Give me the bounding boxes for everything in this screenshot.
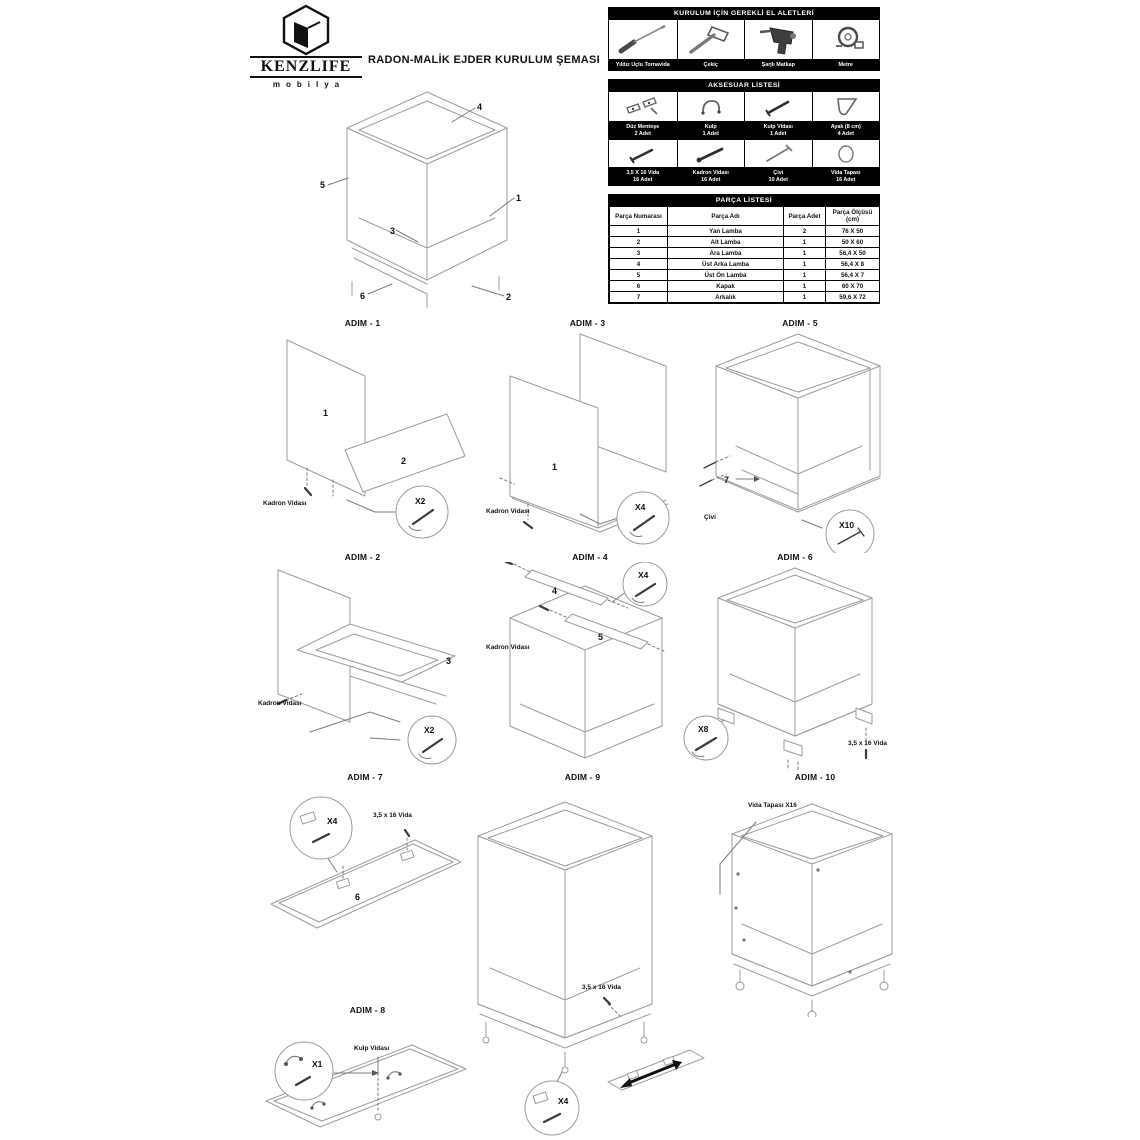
cube-logo-icon xyxy=(278,4,334,56)
tool-label: Çekiç xyxy=(677,60,745,70)
tool-label: Yıldız Uçlu Tornavida xyxy=(609,60,677,70)
step-adim-2 xyxy=(250,552,475,770)
page-title: RADON-MALİK EJDER KURULUM ŞEMASI xyxy=(368,54,601,66)
table-row: 7 Arkalık 1 59,6 X 72 xyxy=(610,292,880,303)
accessory-label: Kulp 1 Adet xyxy=(677,122,745,139)
accessory-label: Kulp Vidası 1 Adet xyxy=(744,122,812,139)
parts-header-row: Parça Numarası Parça Adı Parça Adet Parça Ölçüsü (cm) xyxy=(610,207,880,226)
screw-icon xyxy=(744,92,812,121)
part-number: 7 xyxy=(724,475,730,485)
fastener-label: 3,5 x 16 Vida xyxy=(582,984,621,991)
accessory-label: Vida Tapası 16 Adet xyxy=(812,168,880,185)
table-row: 2 Alt Lamba 1 50 X 60 xyxy=(610,237,880,248)
fastener-label: Kadron Vidası xyxy=(263,500,307,507)
callout-count: X2 xyxy=(415,496,426,506)
step-adim-4 xyxy=(480,552,700,770)
fastener-label: Kadron Vidası xyxy=(486,508,530,515)
part-number: 1 xyxy=(323,408,329,418)
table-row: 5 Üst Ön Lamba 1 56,4 X 7 xyxy=(610,270,880,281)
drill-icon xyxy=(744,20,812,59)
part-number: 6 xyxy=(355,892,361,902)
step-label: ADIM - 8 xyxy=(349,1005,386,1015)
step-adim-1 xyxy=(255,318,470,553)
step-label: ADIM - 2 xyxy=(344,552,381,562)
part-callout: 1 xyxy=(516,193,522,203)
tool-label: Metre xyxy=(812,60,880,70)
callout-count: X10 xyxy=(839,520,855,530)
accessory-label: Düz Menteşe 2 Adet xyxy=(609,122,677,139)
fastener-label: Kadron Vidası xyxy=(258,700,302,707)
callout-count: X4 xyxy=(635,502,646,512)
accessory-label: Ayak (8 cm) 4 Adet xyxy=(812,122,880,139)
accessory-label: Kadron Vidası 16 Adet xyxy=(677,168,745,185)
fastener-label: 3,5 x 16 Vida xyxy=(373,812,412,819)
step-adim-9 xyxy=(460,772,705,1140)
tape-measure-icon xyxy=(812,20,880,59)
leg-icon xyxy=(812,92,880,121)
nail-icon xyxy=(744,140,812,167)
part-number: 3 xyxy=(446,656,452,666)
table-row: 6 Kapak 1 60 X 70 xyxy=(610,281,880,292)
brand-subtitle: mobilya xyxy=(272,80,346,90)
hinge-icon xyxy=(609,92,677,121)
fastener-label: Kulp Vidası xyxy=(354,1045,390,1052)
step-adim-6 xyxy=(680,552,910,770)
accessories-table xyxy=(608,79,880,186)
step-adim-5 xyxy=(690,318,910,553)
step-label: ADIM - 7 xyxy=(347,772,383,782)
part-callout: 4 xyxy=(477,102,483,112)
tools-table xyxy=(608,7,880,71)
callout-count: X4 xyxy=(638,570,649,580)
step-label: ADIM - 6 xyxy=(777,552,813,562)
screw-icon xyxy=(677,140,745,167)
callout-count: X2 xyxy=(424,725,435,735)
table-row: 1 Yan Lamba 2 76 X 50 xyxy=(610,226,880,237)
parts-table xyxy=(608,194,880,304)
part-callout: 3 xyxy=(390,226,396,236)
table-row: 3 Ara Lamba 1 56,4 X 50 xyxy=(610,248,880,259)
accessory-label: 3,5 X 16 Vida 16 Adet xyxy=(609,168,677,185)
step-label: ADIM - 1 xyxy=(344,318,381,328)
callout-count: X8 xyxy=(698,724,709,734)
parts-table-title: PARÇA LİSTESİ xyxy=(609,195,879,206)
fastener-label: Kadron Vidası xyxy=(486,644,530,651)
tools-table-title: KURULUM İÇİN GEREKLİ EL ALETLERİ xyxy=(609,8,879,19)
part-number: 2 xyxy=(401,456,407,466)
part-callout: 2 xyxy=(506,292,512,302)
part-callout: 5 xyxy=(320,180,326,190)
step-adim-10 xyxy=(700,772,930,1017)
step-label: ADIM - 3 xyxy=(569,318,606,328)
step-label: ADIM - 5 xyxy=(782,318,818,328)
handle-icon xyxy=(677,92,745,121)
table-row: 4 Üst Arka Lamba 1 56,4 X 8 xyxy=(610,259,880,270)
fastener-label: Çivi xyxy=(704,514,716,521)
step-label: ADIM - 4 xyxy=(572,552,608,562)
brand-name: KENZLIFE xyxy=(250,56,362,78)
tool-label: Şarjlı Matkap xyxy=(744,60,812,70)
callout-count: X4 xyxy=(327,816,338,826)
part-callout: 6 xyxy=(360,291,366,301)
part-number: 5 xyxy=(598,632,604,642)
accessory-label: Çivi 10 Adet xyxy=(744,168,812,185)
accessories-table-title: AKSESUAR LİSTESİ xyxy=(609,80,879,91)
callout-count: X4 xyxy=(558,1096,569,1106)
screwdriver-icon xyxy=(609,20,677,59)
step-label: ADIM - 10 xyxy=(794,772,836,782)
step-adim-7 xyxy=(255,772,475,957)
fastener-label: 3,5 x 16 Vida xyxy=(848,740,887,747)
brand-logo xyxy=(250,4,362,89)
step-adim-8 xyxy=(250,1005,485,1140)
fastener-label: Vida Tapası X16 xyxy=(748,802,797,809)
overview-drawing xyxy=(292,80,572,320)
cap-icon xyxy=(812,140,880,167)
callout-count: X1 xyxy=(312,1059,323,1069)
part-number: 4 xyxy=(552,586,558,596)
hammer-icon xyxy=(677,20,745,59)
part-number: 1 xyxy=(552,462,558,472)
step-adim-3 xyxy=(480,318,695,553)
step-label: ADIM - 9 xyxy=(564,772,601,782)
screw-icon xyxy=(609,140,677,167)
